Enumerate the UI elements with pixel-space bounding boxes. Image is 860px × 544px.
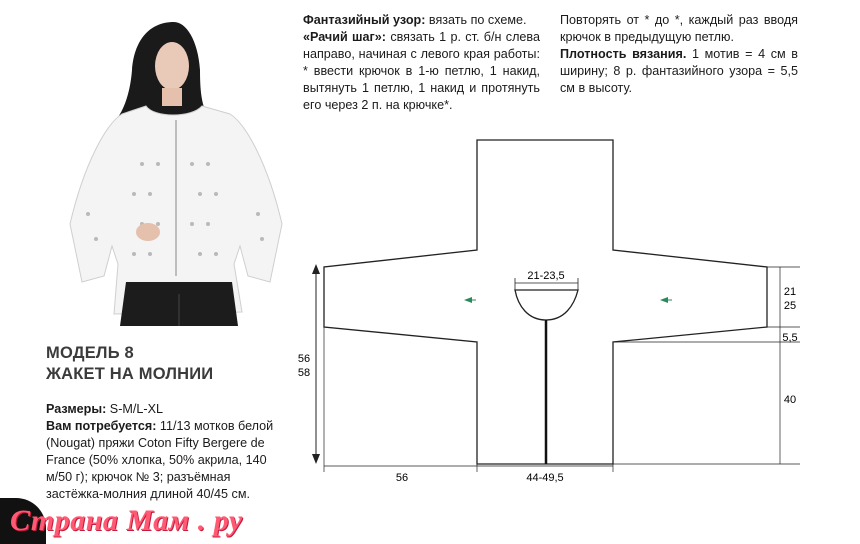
repeat-text: Повторять от * до *, каждый раз вводя крючок в предыдущую петлю.: [560, 13, 798, 44]
neckline: [515, 290, 578, 320]
total-length-label-2: 58: [297, 367, 311, 379]
body-side-label: 40: [783, 394, 797, 406]
neck-width-label: 21-23,5: [527, 270, 565, 282]
materials-label: Вам потребуется:: [46, 419, 157, 433]
model-name: ЖАКЕТ НА МОЛНИИ: [46, 365, 214, 383]
underarm-label: 5,5: [782, 332, 798, 344]
total-length-label-1: 56: [297, 353, 311, 365]
sleeve-height-label-1: 21: [783, 286, 797, 298]
sleeve-height-label-2: 25: [783, 300, 797, 312]
sizes-label: Размеры:: [46, 402, 107, 416]
model-number: МОДЕЛЬ 8: [46, 344, 134, 362]
site-watermark: Страна Мам . ру: [10, 504, 243, 537]
materials-value: 11/13 мотков белой (Nougat) пряжи Coton Fifty Bergere de France (50% хлопка, 50% акрила, 140 м/50 г); крючок № 3; разъёмная застёжка-молния длиной 40/45 см.: [46, 419, 274, 501]
direction-arrow-left: [464, 297, 476, 303]
crab-stitch-value: связать 1 р. ст. б/н слева направо, начиная с левого края работы: * ввести крючок в 1-ю петлю, 1 накид, вытянуть 1 петлю, 1 накид и протянуть его через 2 п. на крючке*.: [303, 30, 540, 112]
pattern-value: вязать по схеме.: [425, 13, 527, 27]
sizes-value: S-M/L-XL: [106, 402, 163, 416]
body-width-label: 44-49,5: [526, 472, 564, 484]
direction-arrow-right: [660, 297, 672, 303]
density-label: Плотность вязания.: [560, 47, 687, 61]
density-value: 1 мотив = 4 см в ширину; 8 р. фантазийного узора = 5,5 см в высоту.: [560, 47, 798, 95]
pattern-label: Фантазийный узор:: [303, 13, 426, 27]
sleeve-length-label: 56: [395, 472, 409, 484]
crab-stitch-label: «Рачий шаг»:: [303, 30, 386, 44]
